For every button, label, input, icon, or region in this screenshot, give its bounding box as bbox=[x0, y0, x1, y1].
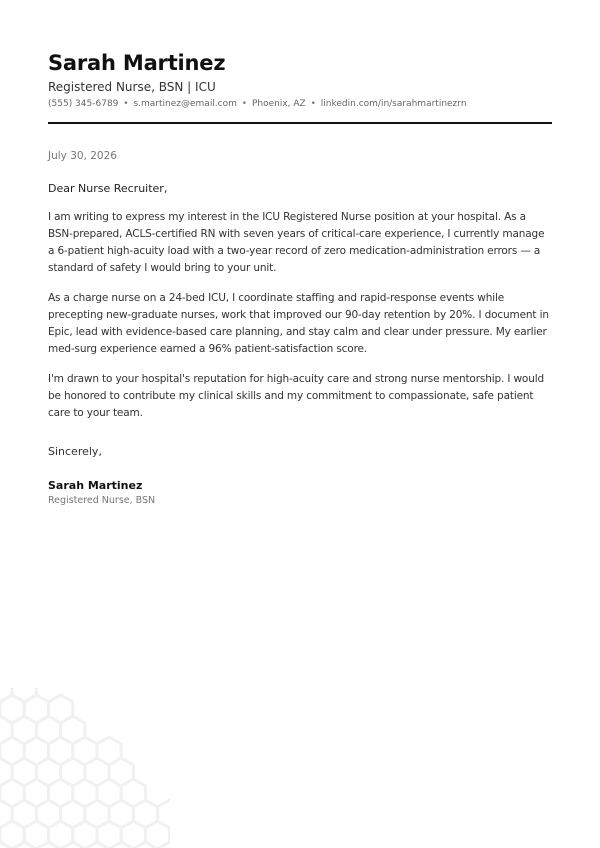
hexagon-cell bbox=[61, 842, 85, 848]
hexagon-cell bbox=[158, 842, 170, 848]
header-divider bbox=[48, 122, 552, 124]
hexagon-cell bbox=[121, 779, 145, 807]
hexagon-cell bbox=[12, 842, 36, 848]
hexagon-cell bbox=[24, 737, 48, 765]
hexagon-cell bbox=[49, 737, 73, 765]
hexagon-cell bbox=[0, 758, 12, 786]
hexagon-cell bbox=[0, 800, 12, 828]
closing: Sincerely, bbox=[48, 445, 102, 458]
hexagon-cell bbox=[73, 779, 97, 807]
hexagon-cell bbox=[36, 800, 60, 828]
hexagon-cell bbox=[0, 842, 12, 848]
hexagon-cell bbox=[133, 842, 157, 848]
hexagon-cell bbox=[36, 758, 60, 786]
contact-separator: • bbox=[241, 99, 248, 109]
hexagon-pattern-icon bbox=[0, 688, 170, 848]
hexagon-cell bbox=[12, 800, 36, 828]
hexagon-cell bbox=[85, 800, 109, 828]
hexagon-cell bbox=[0, 695, 24, 723]
signature-name: Sarah Martinez bbox=[48, 479, 143, 492]
hexagon-cell bbox=[97, 779, 121, 807]
signature-title: Registered Nurse, BSN bbox=[48, 495, 156, 506]
hexagon-cell bbox=[0, 779, 24, 807]
hexagon-cell bbox=[85, 842, 109, 848]
hexagon-cell bbox=[49, 821, 73, 848]
contact-linkedin: linkedin.com/in/sarahmartinezrn bbox=[320, 99, 467, 109]
hexagon-cell bbox=[49, 695, 73, 723]
hexagon-cell bbox=[85, 758, 109, 786]
applicant-role: Registered Nurse, BSN | ICU bbox=[48, 80, 216, 94]
hexagon-cell bbox=[24, 821, 48, 848]
hexagon-cell bbox=[0, 716, 12, 744]
hexagon-cell bbox=[61, 800, 85, 828]
hexagon-cell bbox=[109, 842, 133, 848]
contact-phone: (555) 345-6789 bbox=[48, 99, 119, 109]
applicant-name: Sarah Martinez bbox=[48, 51, 226, 75]
hexagon-cell bbox=[73, 737, 97, 765]
body-paragraph-2: As a charge nurse on a 24-bed ICU, I coordinate staffing and rapid-response events while precepting new-graduate nurses, work that improved our 90-day retention by 20%. I document in Epic, lead with evidence-based care planning, and stay calm and clear under pressure. My earlier med-surg experience earned a 96% patient-satisfaction score. bbox=[48, 292, 549, 355]
hexagon-cell bbox=[12, 716, 36, 744]
hexagon-cell bbox=[97, 821, 121, 848]
letter-date: July 30, 2026 bbox=[48, 150, 117, 162]
hexagon-cell bbox=[0, 688, 12, 702]
contact-separator: • bbox=[123, 99, 129, 109]
body-paragraph-3: I'm drawn to your hospital's reputation for high-acuity care and strong nurse mentorship. I would be honored to contribute my clinical skills and my commitment to compassionate, safe patient care to your team. bbox=[48, 373, 544, 419]
hexagon-cell bbox=[12, 688, 36, 702]
hexagon-cell bbox=[109, 758, 133, 786]
hexagon-cell bbox=[121, 821, 145, 848]
letter-content bbox=[48, 48, 552, 507]
hexagon-cell bbox=[133, 800, 157, 828]
hexagon-cell bbox=[0, 737, 24, 765]
contact-location: Phoenix, AZ bbox=[251, 99, 306, 109]
salutation: Dear Nurse Recruiter, bbox=[48, 182, 168, 195]
hexagon-cell bbox=[24, 779, 48, 807]
hexagon-cell bbox=[73, 821, 97, 848]
hexagon-cell bbox=[146, 821, 170, 848]
contact-line bbox=[48, 98, 552, 111]
contact-email: s.martinez@email.com bbox=[133, 99, 237, 109]
hexagon-cell bbox=[0, 821, 24, 848]
contact-separator: • bbox=[310, 99, 316, 109]
hexagon-cell bbox=[61, 758, 85, 786]
body-paragraph-1: I am writing to express my interest in the ICU Registered Nurse position at your hospital. As a BSN-prepared, ACLS-certified RN with seven years of critical-care experience, I currently manage a 6-patient high-acuity load with a two-year record of zero medication-administration errors — a standard of safety I would bring to your unit. bbox=[48, 211, 545, 274]
hexagon-cell bbox=[24, 695, 48, 723]
hexagon-cell bbox=[36, 842, 60, 848]
hexagon-cell bbox=[158, 800, 170, 828]
hexagon-cell bbox=[49, 779, 73, 807]
hexagon-cell bbox=[97, 737, 121, 765]
hexagon-cell bbox=[61, 716, 85, 744]
hexagon-cell bbox=[109, 800, 133, 828]
hexagon-cell bbox=[12, 758, 36, 786]
hexagon-cell bbox=[36, 716, 60, 744]
